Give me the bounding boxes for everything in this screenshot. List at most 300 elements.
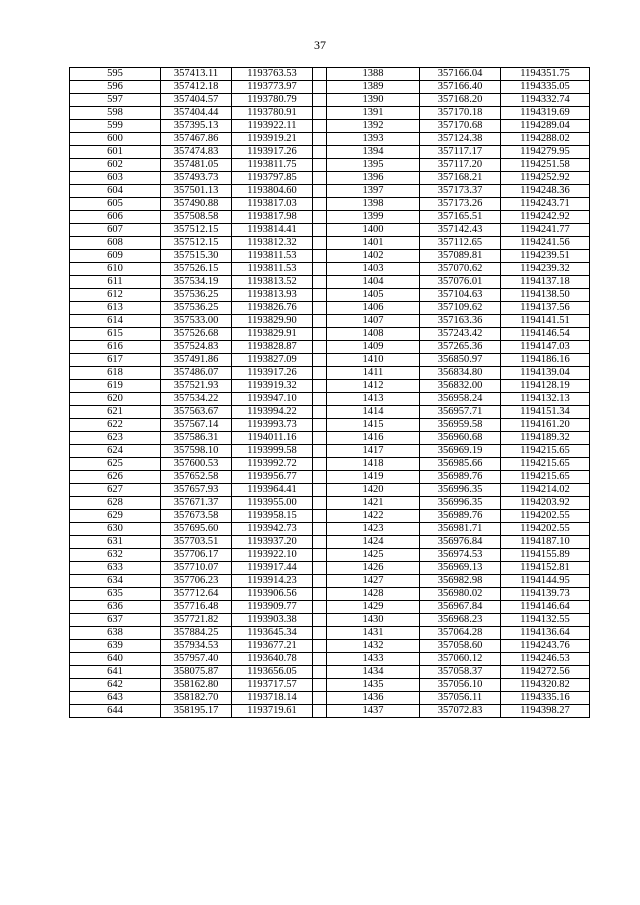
right-x-coordinate: 356982.98 [420,575,501,588]
left-point-number: 640 [70,653,161,666]
left-x-coordinate: 357563.67 [161,406,232,419]
right-x-coordinate: 357173.37 [420,185,501,198]
column-gap [313,614,327,627]
right-x-coordinate: 357173.26 [420,198,501,211]
column-gap [313,68,327,81]
left-point-number: 619 [70,380,161,393]
table-row [70,549,590,562]
right-point-number: 1428 [327,588,420,601]
table-row [70,159,590,172]
table-row [70,328,590,341]
right-y-coordinate: 1194335.16 [501,692,590,705]
table-row [70,276,590,289]
right-y-coordinate: 1194161.20 [501,419,590,432]
right-y-coordinate: 1194241.56 [501,237,590,250]
left-x-coordinate: 357721.82 [161,614,232,627]
table-row [70,445,590,458]
right-point-number: 1415 [327,419,420,432]
right-x-coordinate: 357124.38 [420,133,501,146]
left-y-coordinate: 1193994.22 [232,406,313,419]
right-x-coordinate: 357166.04 [420,68,501,81]
page-number: 37 [314,38,326,52]
right-x-coordinate: 357170.18 [420,107,501,120]
left-point-number: 614 [70,315,161,328]
column-gap [313,263,327,276]
table-row [70,575,590,588]
right-x-coordinate: 357104.63 [420,289,501,302]
column-gap [313,406,327,419]
left-point-number: 609 [70,250,161,263]
right-point-number: 1402 [327,250,420,263]
right-x-coordinate: 356976.84 [420,536,501,549]
left-point-number: 602 [70,159,161,172]
column-gap [313,588,327,601]
right-x-coordinate: 357117.20 [420,159,501,172]
right-y-coordinate: 1194241.77 [501,224,590,237]
left-point-number: 644 [70,705,161,718]
left-x-coordinate: 357515.30 [161,250,232,263]
table-row [70,640,590,653]
table-row [70,536,590,549]
table-row [70,237,590,250]
left-x-coordinate: 357657.93 [161,484,232,497]
column-gap [313,341,327,354]
left-y-coordinate: 1193917.44 [232,562,313,575]
right-x-coordinate: 357058.37 [420,666,501,679]
right-y-coordinate: 1194202.55 [501,510,590,523]
table-row [70,419,590,432]
left-x-coordinate: 357716.48 [161,601,232,614]
left-y-coordinate: 1193829.91 [232,328,313,341]
left-y-coordinate: 1193914.23 [232,575,313,588]
left-point-number: 638 [70,627,161,640]
column-gap [313,81,327,94]
left-x-coordinate: 357673.58 [161,510,232,523]
right-x-coordinate: 356958.24 [420,393,501,406]
right-y-coordinate: 1194335.05 [501,81,590,94]
table-row [70,393,590,406]
right-y-coordinate: 1194239.32 [501,263,590,276]
right-y-coordinate: 1194248.36 [501,185,590,198]
left-point-number: 604 [70,185,161,198]
left-x-coordinate: 357652.58 [161,471,232,484]
left-x-coordinate: 357467.86 [161,133,232,146]
left-y-coordinate: 1193958.15 [232,510,313,523]
right-y-coordinate: 1194136.64 [501,627,590,640]
left-y-coordinate: 1193917.26 [232,367,313,380]
table-row [70,68,590,81]
left-y-coordinate: 1193656.05 [232,666,313,679]
right-x-coordinate: 356959.58 [420,419,501,432]
left-x-coordinate: 358182.70 [161,692,232,705]
left-y-coordinate: 1193718.14 [232,692,313,705]
right-y-coordinate: 1194152.81 [501,562,590,575]
right-y-coordinate: 1194215.65 [501,445,590,458]
left-point-number: 610 [70,263,161,276]
right-x-coordinate: 357243.42 [420,328,501,341]
column-gap [313,393,327,406]
right-point-number: 1423 [327,523,420,536]
left-x-coordinate: 357706.23 [161,575,232,588]
right-x-coordinate: 357060.12 [420,653,501,666]
right-x-coordinate: 357070.62 [420,263,501,276]
right-point-number: 1429 [327,601,420,614]
right-x-coordinate: 357109.62 [420,302,501,315]
column-gap [313,250,327,263]
right-y-coordinate: 1194146.64 [501,601,590,614]
left-y-coordinate: 1193811.53 [232,263,313,276]
table-row [70,146,590,159]
right-y-coordinate: 1194132.13 [501,393,590,406]
left-point-number: 617 [70,354,161,367]
column-gap [313,315,327,328]
left-y-coordinate: 1194011.16 [232,432,313,445]
right-x-coordinate: 356957.71 [420,406,501,419]
right-point-number: 1409 [327,341,420,354]
left-point-number: 606 [70,211,161,224]
right-y-coordinate: 1194147.03 [501,341,590,354]
right-x-coordinate: 357058.60 [420,640,501,653]
left-point-number: 631 [70,536,161,549]
left-y-coordinate: 1193645.34 [232,627,313,640]
right-y-coordinate: 1194144.95 [501,575,590,588]
right-y-coordinate: 1194139.73 [501,588,590,601]
right-point-number: 1399 [327,211,420,224]
left-point-number: 595 [70,68,161,81]
right-x-coordinate: 356967.84 [420,601,501,614]
column-gap [313,133,327,146]
left-x-coordinate: 357671.37 [161,497,232,510]
right-point-number: 1398 [327,198,420,211]
table-row [70,120,590,133]
column-gap [313,159,327,172]
right-y-coordinate: 1194138.50 [501,289,590,302]
right-point-number: 1388 [327,68,420,81]
column-gap [313,237,327,250]
left-x-coordinate: 357712.64 [161,588,232,601]
left-y-coordinate: 1193763.53 [232,68,313,81]
left-point-number: 642 [70,679,161,692]
table-row [70,354,590,367]
table-row [70,380,590,393]
right-point-number: 1427 [327,575,420,588]
right-y-coordinate: 1194272.56 [501,666,590,679]
left-y-coordinate: 1193903.38 [232,614,313,627]
left-y-coordinate: 1193919.32 [232,380,313,393]
column-gap [313,120,327,133]
coordinates-table [69,67,590,718]
left-y-coordinate: 1193828.87 [232,341,313,354]
left-x-coordinate: 358162.80 [161,679,232,692]
right-y-coordinate: 1194189.32 [501,432,590,445]
left-point-number: 598 [70,107,161,120]
left-y-coordinate: 1193640.78 [232,653,313,666]
left-point-number: 620 [70,393,161,406]
column-gap [313,692,327,705]
column-gap [313,575,327,588]
table-row [70,289,590,302]
table-row [70,653,590,666]
left-point-number: 635 [70,588,161,601]
left-y-coordinate: 1193999.58 [232,445,313,458]
table-row [70,250,590,263]
left-y-coordinate: 1193773.97 [232,81,313,94]
right-point-number: 1411 [327,367,420,380]
table-row [70,211,590,224]
column-gap [313,107,327,120]
left-point-number: 624 [70,445,161,458]
left-point-number: 639 [70,640,161,653]
right-point-number: 1425 [327,549,420,562]
table-row [70,562,590,575]
left-y-coordinate: 1193956.77 [232,471,313,484]
right-point-number: 1389 [327,81,420,94]
right-x-coordinate: 356834.80 [420,367,501,380]
right-x-coordinate: 356996.35 [420,484,501,497]
right-point-number: 1417 [327,445,420,458]
left-point-number: 628 [70,497,161,510]
right-y-coordinate: 1194187.10 [501,536,590,549]
left-y-coordinate: 1193917.26 [232,146,313,159]
left-x-coordinate: 357533.00 [161,315,232,328]
right-x-coordinate: 356981.71 [420,523,501,536]
left-x-coordinate: 358195.17 [161,705,232,718]
right-x-coordinate: 357166.40 [420,81,501,94]
left-x-coordinate: 357474.83 [161,146,232,159]
table-row [70,588,590,601]
right-x-coordinate: 357112.65 [420,237,501,250]
column-gap [313,198,327,211]
left-x-coordinate: 357526.68 [161,328,232,341]
right-y-coordinate: 1194139.04 [501,367,590,380]
column-gap [313,471,327,484]
right-point-number: 1393 [327,133,420,146]
right-y-coordinate: 1194214.02 [501,484,590,497]
left-point-number: 637 [70,614,161,627]
right-point-number: 1400 [327,224,420,237]
left-x-coordinate: 357501.13 [161,185,232,198]
right-y-coordinate: 1194186.16 [501,354,590,367]
left-x-coordinate: 357395.13 [161,120,232,133]
right-x-coordinate: 356968.23 [420,614,501,627]
left-point-number: 627 [70,484,161,497]
table-row [70,705,590,718]
left-y-coordinate: 1193813.93 [232,289,313,302]
left-y-coordinate: 1193922.11 [232,120,313,133]
right-point-number: 1394 [327,146,420,159]
column-gap [313,302,327,315]
table-row [70,341,590,354]
column-gap [313,172,327,185]
column-gap [313,666,327,679]
left-y-coordinate: 1193719.61 [232,705,313,718]
left-x-coordinate: 357934.53 [161,640,232,653]
left-y-coordinate: 1193811.53 [232,250,313,263]
right-x-coordinate: 357072.83 [420,705,501,718]
left-point-number: 641 [70,666,161,679]
left-x-coordinate: 357586.31 [161,432,232,445]
column-gap [313,497,327,510]
right-point-number: 1407 [327,315,420,328]
column-gap [313,289,327,302]
left-point-number: 632 [70,549,161,562]
column-gap [313,211,327,224]
right-y-coordinate: 1194151.34 [501,406,590,419]
left-y-coordinate: 1193964.41 [232,484,313,497]
column-gap [313,484,327,497]
table-row [70,523,590,536]
right-x-coordinate: 356989.76 [420,471,501,484]
right-point-number: 1437 [327,705,420,718]
right-x-coordinate: 356985.66 [420,458,501,471]
right-point-number: 1420 [327,484,420,497]
left-x-coordinate: 357703.51 [161,536,232,549]
right-point-number: 1395 [327,159,420,172]
left-y-coordinate: 1193922.10 [232,549,313,562]
right-point-number: 1396 [327,172,420,185]
left-x-coordinate: 357706.17 [161,549,232,562]
table-row [70,471,590,484]
table-row [70,315,590,328]
left-point-number: 643 [70,692,161,705]
right-y-coordinate: 1194243.76 [501,640,590,653]
left-point-number: 607 [70,224,161,237]
left-x-coordinate: 357404.57 [161,94,232,107]
left-x-coordinate: 357536.25 [161,302,232,315]
right-point-number: 1397 [327,185,420,198]
right-y-coordinate: 1194132.55 [501,614,590,627]
left-y-coordinate: 1193955.00 [232,497,313,510]
right-y-coordinate: 1194252.92 [501,172,590,185]
right-x-coordinate: 356969.13 [420,562,501,575]
left-point-number: 625 [70,458,161,471]
right-y-coordinate: 1194251.58 [501,159,590,172]
left-y-coordinate: 1193906.56 [232,588,313,601]
table-row [70,497,590,510]
table-row [70,458,590,471]
left-point-number: 630 [70,523,161,536]
left-x-coordinate: 357534.22 [161,393,232,406]
column-gap [313,549,327,562]
coordinates-table-body [70,68,590,718]
column-gap [313,601,327,614]
column-gap [313,458,327,471]
left-point-number: 618 [70,367,161,380]
left-point-number: 623 [70,432,161,445]
left-point-number: 601 [70,146,161,159]
right-y-coordinate: 1194146.54 [501,328,590,341]
right-y-coordinate: 1194128.19 [501,380,590,393]
column-gap [313,146,327,159]
right-x-coordinate: 357142.43 [420,224,501,237]
right-y-coordinate: 1194332.74 [501,94,590,107]
table-row [70,692,590,705]
right-x-coordinate: 356974.53 [420,549,501,562]
left-point-number: 608 [70,237,161,250]
right-y-coordinate: 1194137.56 [501,302,590,315]
left-point-number: 629 [70,510,161,523]
column-gap [313,432,327,445]
left-y-coordinate: 1193804.60 [232,185,313,198]
right-x-coordinate: 357165.51 [420,211,501,224]
right-y-coordinate: 1194215.65 [501,458,590,471]
table-row [70,679,590,692]
left-point-number: 596 [70,81,161,94]
right-y-coordinate: 1194288.02 [501,133,590,146]
column-gap [313,627,327,640]
left-x-coordinate: 357521.93 [161,380,232,393]
right-point-number: 1408 [327,328,420,341]
right-y-coordinate: 1194243.71 [501,198,590,211]
column-gap [313,354,327,367]
column-gap [313,653,327,666]
column-gap [313,276,327,289]
column-gap [313,367,327,380]
right-point-number: 1419 [327,471,420,484]
left-x-coordinate: 357534.19 [161,276,232,289]
table-row [70,601,590,614]
left-point-number: 612 [70,289,161,302]
left-y-coordinate: 1193811.75 [232,159,313,172]
right-x-coordinate: 357076.01 [420,276,501,289]
right-x-coordinate: 356960.68 [420,432,501,445]
column-gap [313,510,327,523]
left-x-coordinate: 357490.88 [161,198,232,211]
right-point-number: 1414 [327,406,420,419]
right-point-number: 1416 [327,432,420,445]
right-y-coordinate: 1194202.55 [501,523,590,536]
right-point-number: 1433 [327,653,420,666]
right-point-number: 1391 [327,107,420,120]
right-x-coordinate: 356832.00 [420,380,501,393]
column-gap [313,445,327,458]
right-y-coordinate: 1194141.51 [501,315,590,328]
right-point-number: 1424 [327,536,420,549]
right-x-coordinate: 357170.68 [420,120,501,133]
right-x-coordinate: 357117.17 [420,146,501,159]
left-y-coordinate: 1193817.98 [232,211,313,224]
left-y-coordinate: 1193909.77 [232,601,313,614]
left-point-number: 611 [70,276,161,289]
table-row [70,198,590,211]
right-x-coordinate: 356850.97 [420,354,501,367]
table-row [70,94,590,107]
column-gap [313,94,327,107]
left-x-coordinate: 357567.14 [161,419,232,432]
left-x-coordinate: 357695.60 [161,523,232,536]
right-y-coordinate: 1194215.65 [501,471,590,484]
left-x-coordinate: 357598.10 [161,445,232,458]
table-row [70,133,590,146]
table-row [70,627,590,640]
right-point-number: 1432 [327,640,420,653]
right-x-coordinate: 357056.11 [420,692,501,705]
left-x-coordinate: 357512.15 [161,224,232,237]
left-x-coordinate: 357412.18 [161,81,232,94]
right-y-coordinate: 1194242.92 [501,211,590,224]
right-y-coordinate: 1194137.18 [501,276,590,289]
left-x-coordinate: 358075.87 [161,666,232,679]
left-x-coordinate: 357526.15 [161,263,232,276]
right-y-coordinate: 1194203.92 [501,497,590,510]
right-point-number: 1434 [327,666,420,679]
column-gap [313,679,327,692]
left-x-coordinate: 357524.83 [161,341,232,354]
right-x-coordinate: 357089.81 [420,250,501,263]
left-y-coordinate: 1193992.72 [232,458,313,471]
right-point-number: 1404 [327,276,420,289]
right-point-number: 1431 [327,627,420,640]
